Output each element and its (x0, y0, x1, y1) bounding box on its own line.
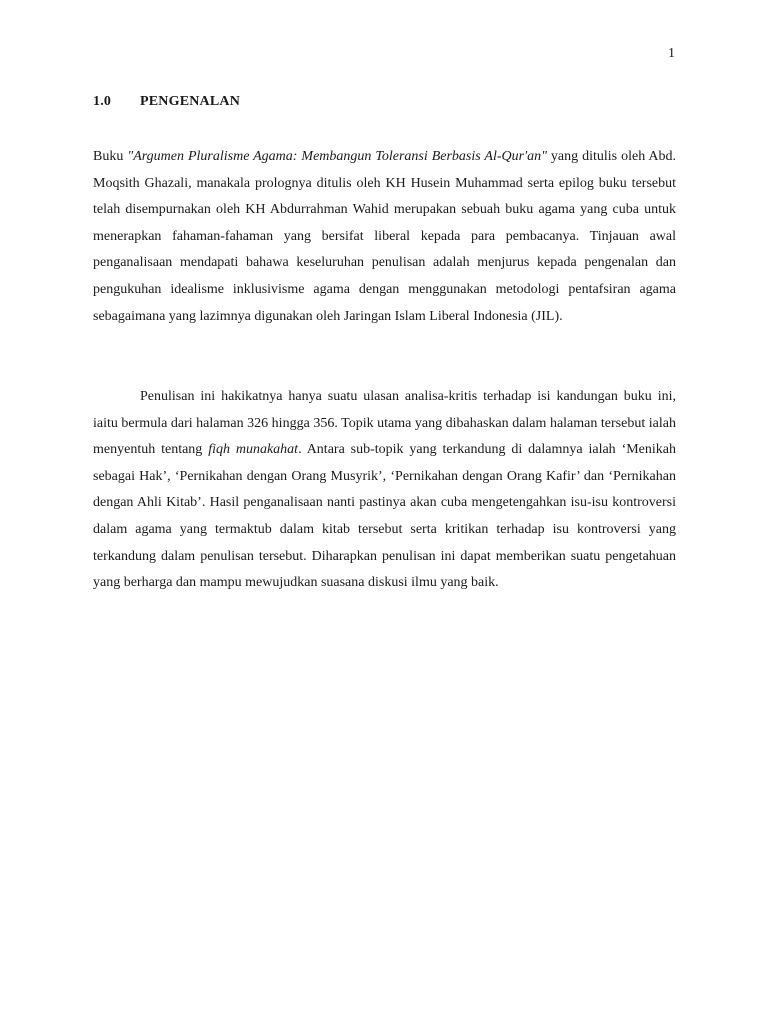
paragraph-scope (93, 384, 676, 597)
paragraph-body: yang ditulis oleh Abd. Moqsith Ghazali, manakala prolognya ditulis oleh KH Husein Muhammad serta epilog buku tersebut telah disempurnakan oleh KH Abdurrahman Wahid merupakan sebuah buku agama yang cuba untuk menerapkan fahaman-fahaman yang bersifat liberal kepada para pembacanya. Tinjauan awal penganalisaan mendapati bahawa keseluruhan penulisan adalah menjurus kepada pengenalan dan pengukuhan idealisme inklusivisme agama dengan menggunakan metodologi pentafsiran agama sebagaimana yang lazimnya digunakan oleh Jaringan Islam Liberal Indonesia (JIL). (93, 149, 676, 324)
book-title: "Argumen Pluralisme Agama: Membangun Toleransi Berbasis Al-Qur'an" (127, 149, 547, 164)
section-heading (93, 94, 240, 110)
paragraph-part-1: Penulisan ini hakikatnya hanya suatu ulasan analisa-kritis terhadap isi kandungan buku ini, iaitu bermula dari halaman 326 hingga 356. Topik utama yang dibahaskan dalam halaman tersebut ialah menyentuh tentang (93, 389, 676, 458)
term-fiqh-munakahat: fiqh munakahat (208, 442, 299, 458)
paragraph-introduction (93, 144, 676, 330)
section-title: PENGENALAN (140, 94, 241, 109)
page-number: 1 (668, 46, 675, 61)
paragraph-lead: Buku (93, 149, 128, 164)
paragraph-part-2: . Antara sub-topik yang terkandung di dalamnya ialah ‘Menikah sebagai Hak’, ‘Pernikahan dengan Orang Musyrik’, ‘Pernikahan dengan Orang Kafir’ dan ‘Pernikahan dengan Ahli Kitab’. Hasil penganalisaan nanti pastinya akan cuba mengetengahkan isu-isu kontroversi dalam agama yang termaktub dalam kitab tersebut serta kritikan terhadap isu kontroversi yang terkandung dalam penulisan tersebut. Diharapkan penulisan ini dapat memberikan suatu pengetahuan yang berharga dan mampu mewujudkan suasana diskusi ilmu yang baik. (93, 442, 676, 591)
section-number: 1.0 (93, 94, 112, 109)
